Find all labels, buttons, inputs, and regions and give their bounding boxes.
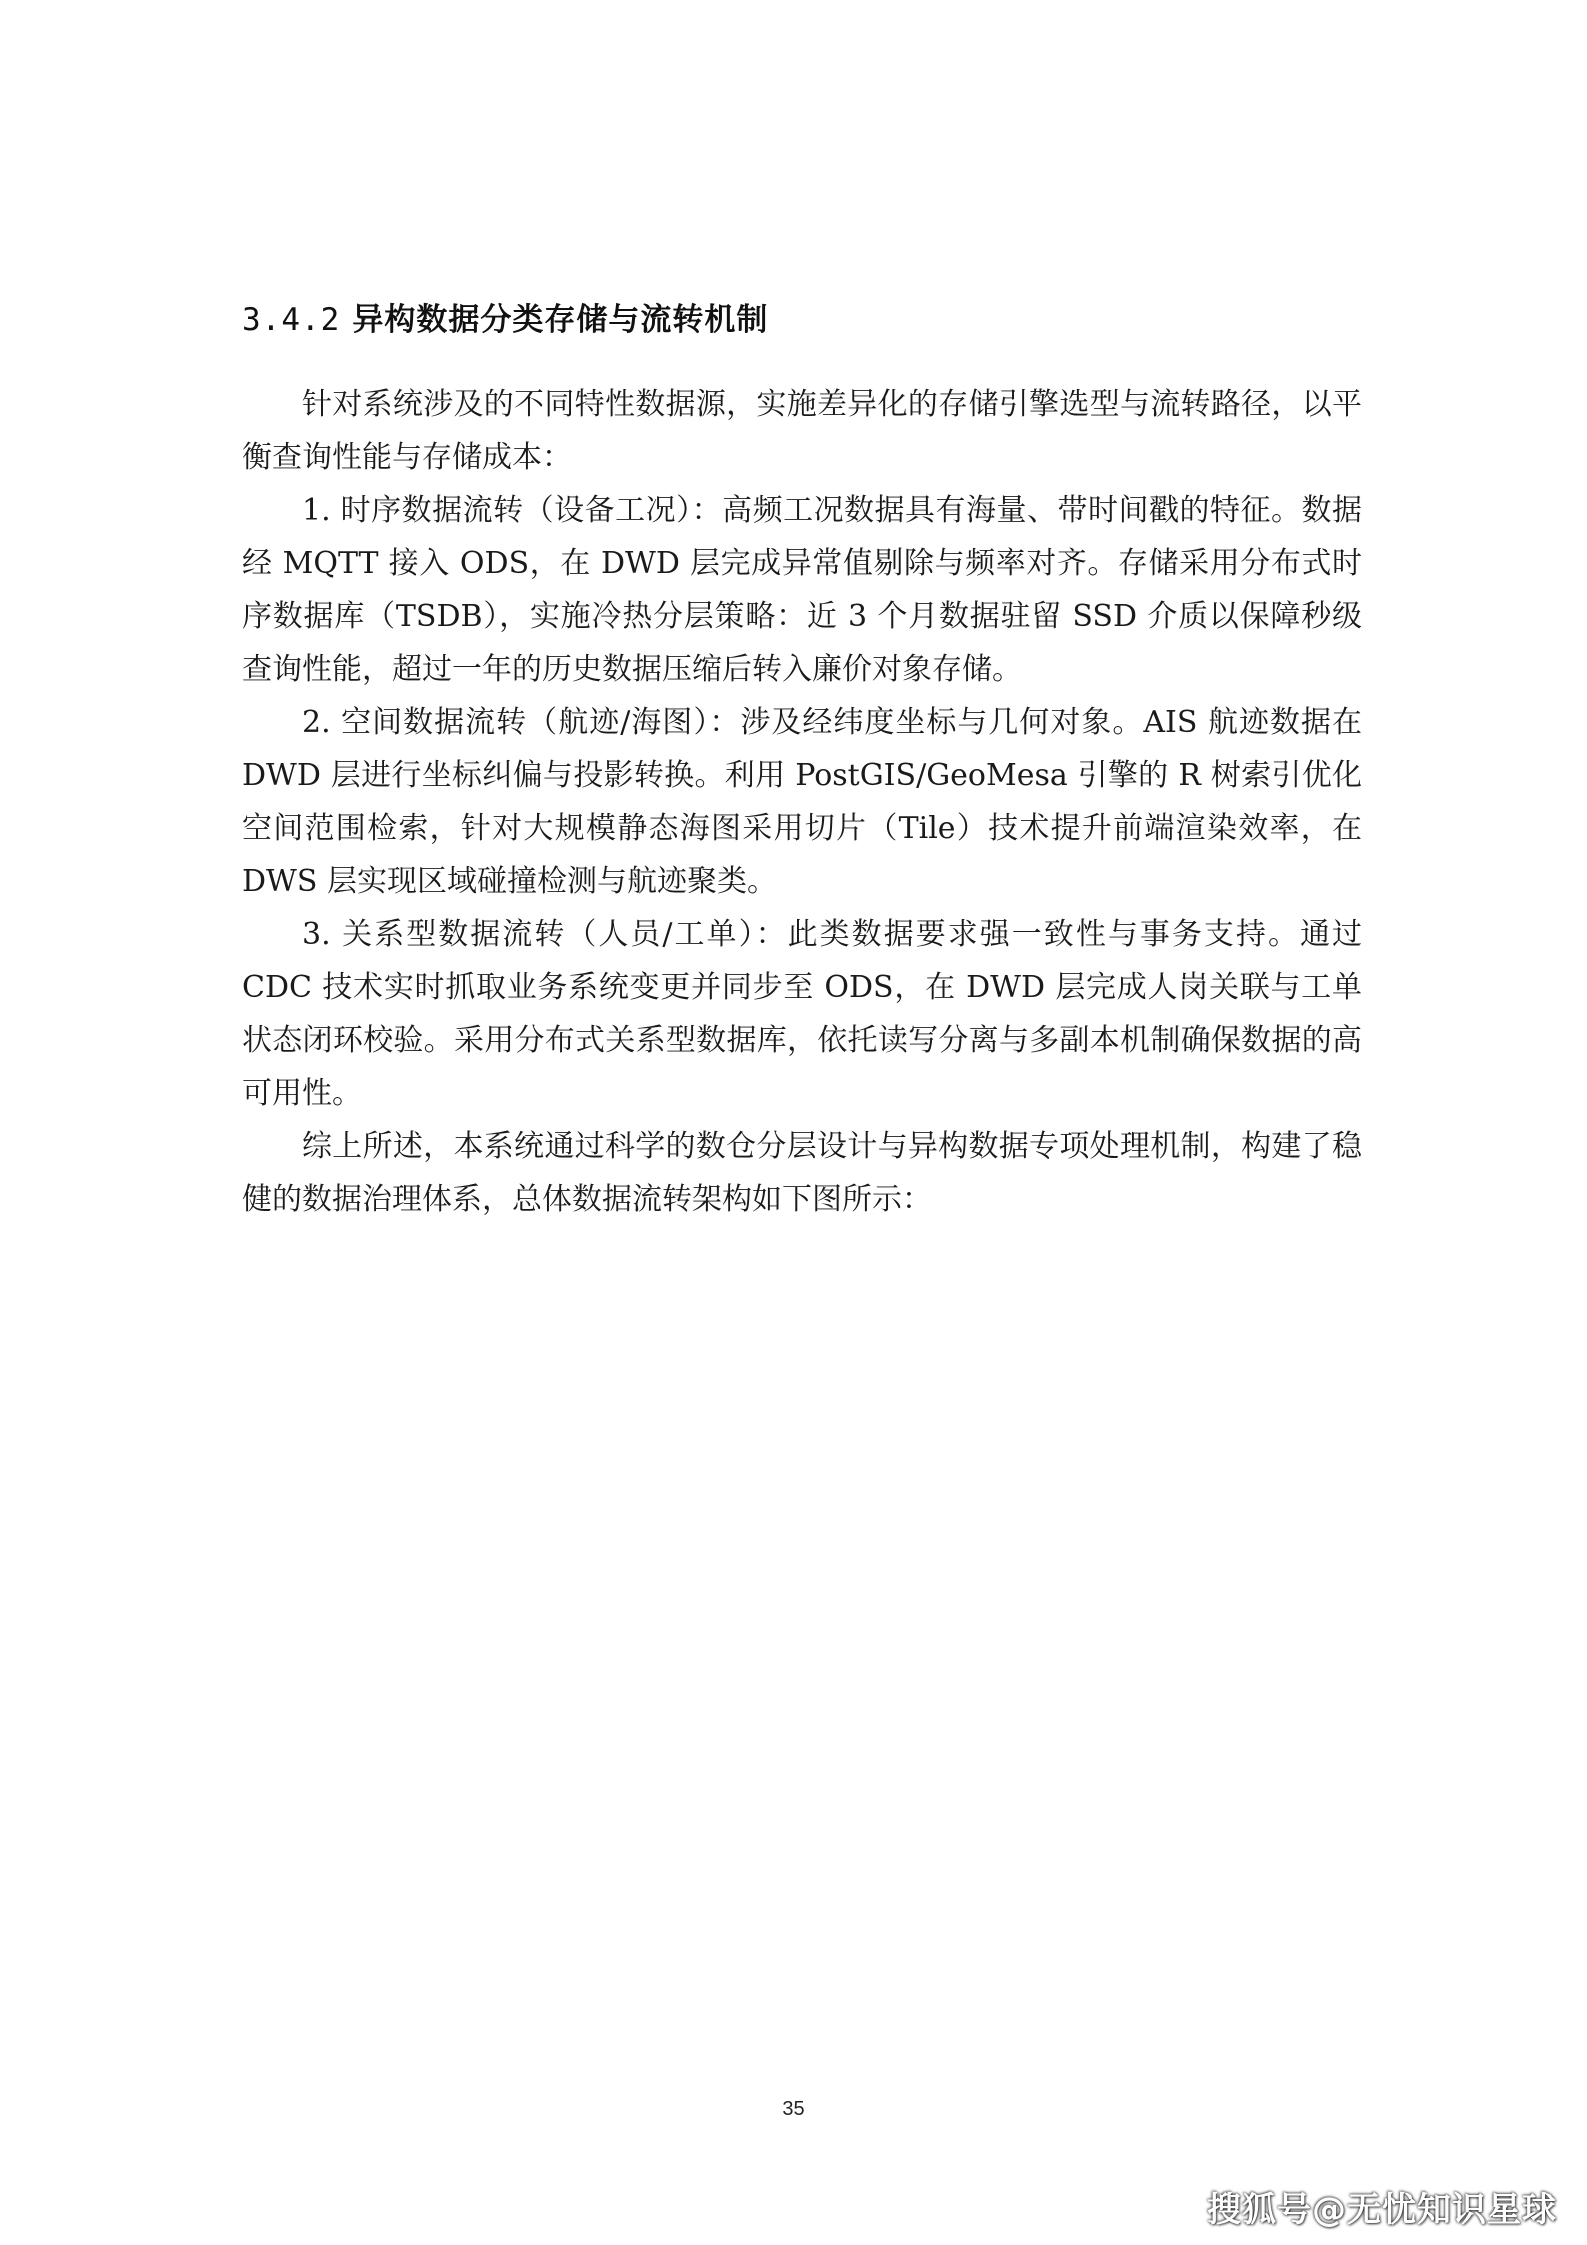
section-heading xyxy=(242,290,1362,350)
page-number: 35 xyxy=(782,2098,805,2120)
intro-paragraph: 针对系统涉及的不同特性数据源，实施差异化的存储引擎选型与流转路径，以平衡查询性能与存储成本： xyxy=(242,387,1362,475)
relational-paragraph: 3. 关系型数据流转（人员/工单）：此类数据要求强一致性与事务支持。通过 CDC 技术实时抓取业务系统变更并同步至 ODS，在 DWD 层完成人岗关联与工单状态闭环校验。采用分布式关系型数据库，依托读写分离与多副本机制确保数据的高可用性。 xyxy=(242,917,1362,1111)
summary-paragraph: 综上所述，本系统通过科学的数仓分层设计与异构数据专项处理机制，构建了稳健的数据治理体系，总体数据流转架构如下图所示： xyxy=(242,1129,1362,1217)
section-number: 3.4.2 xyxy=(242,302,341,338)
section-title: 异构数据分类存储与流转机制 xyxy=(352,302,769,338)
spatial-paragraph: 2. 空间数据流转（航迹/海图）：涉及经纬度坐标与几何对象。AIS 航迹数据在 DWD 层进行坐标纠偏与投影转换。利用 PostGIS/GeoMesa 引擎的 R 树索引优化空间范围检索，针对大规模静态海图采用切片（Tile）技术提升前端渲染效率，在 DWS 层实现区域碰撞检测与航迹聚类。 xyxy=(242,705,1362,899)
watermark: 搜狐号@无忧知识星球 xyxy=(1207,2190,1557,2230)
page-content xyxy=(242,290,1362,1226)
timeseries-paragraph: 1. 时序数据流转（设备工况）：高频工况数据具有海量、带时间戳的特征。数据经 MQTT 接入 ODS，在 DWD 层完成异常值剔除与频率对齐。存储采用分布式时序数据库（TSDB），实施冷热分层策略：近 3 个月数据驻留 SSD 介质以保障秒级查询性能，超过一年的历史数据压缩后转入廉价对象存储。 xyxy=(242,493,1362,687)
